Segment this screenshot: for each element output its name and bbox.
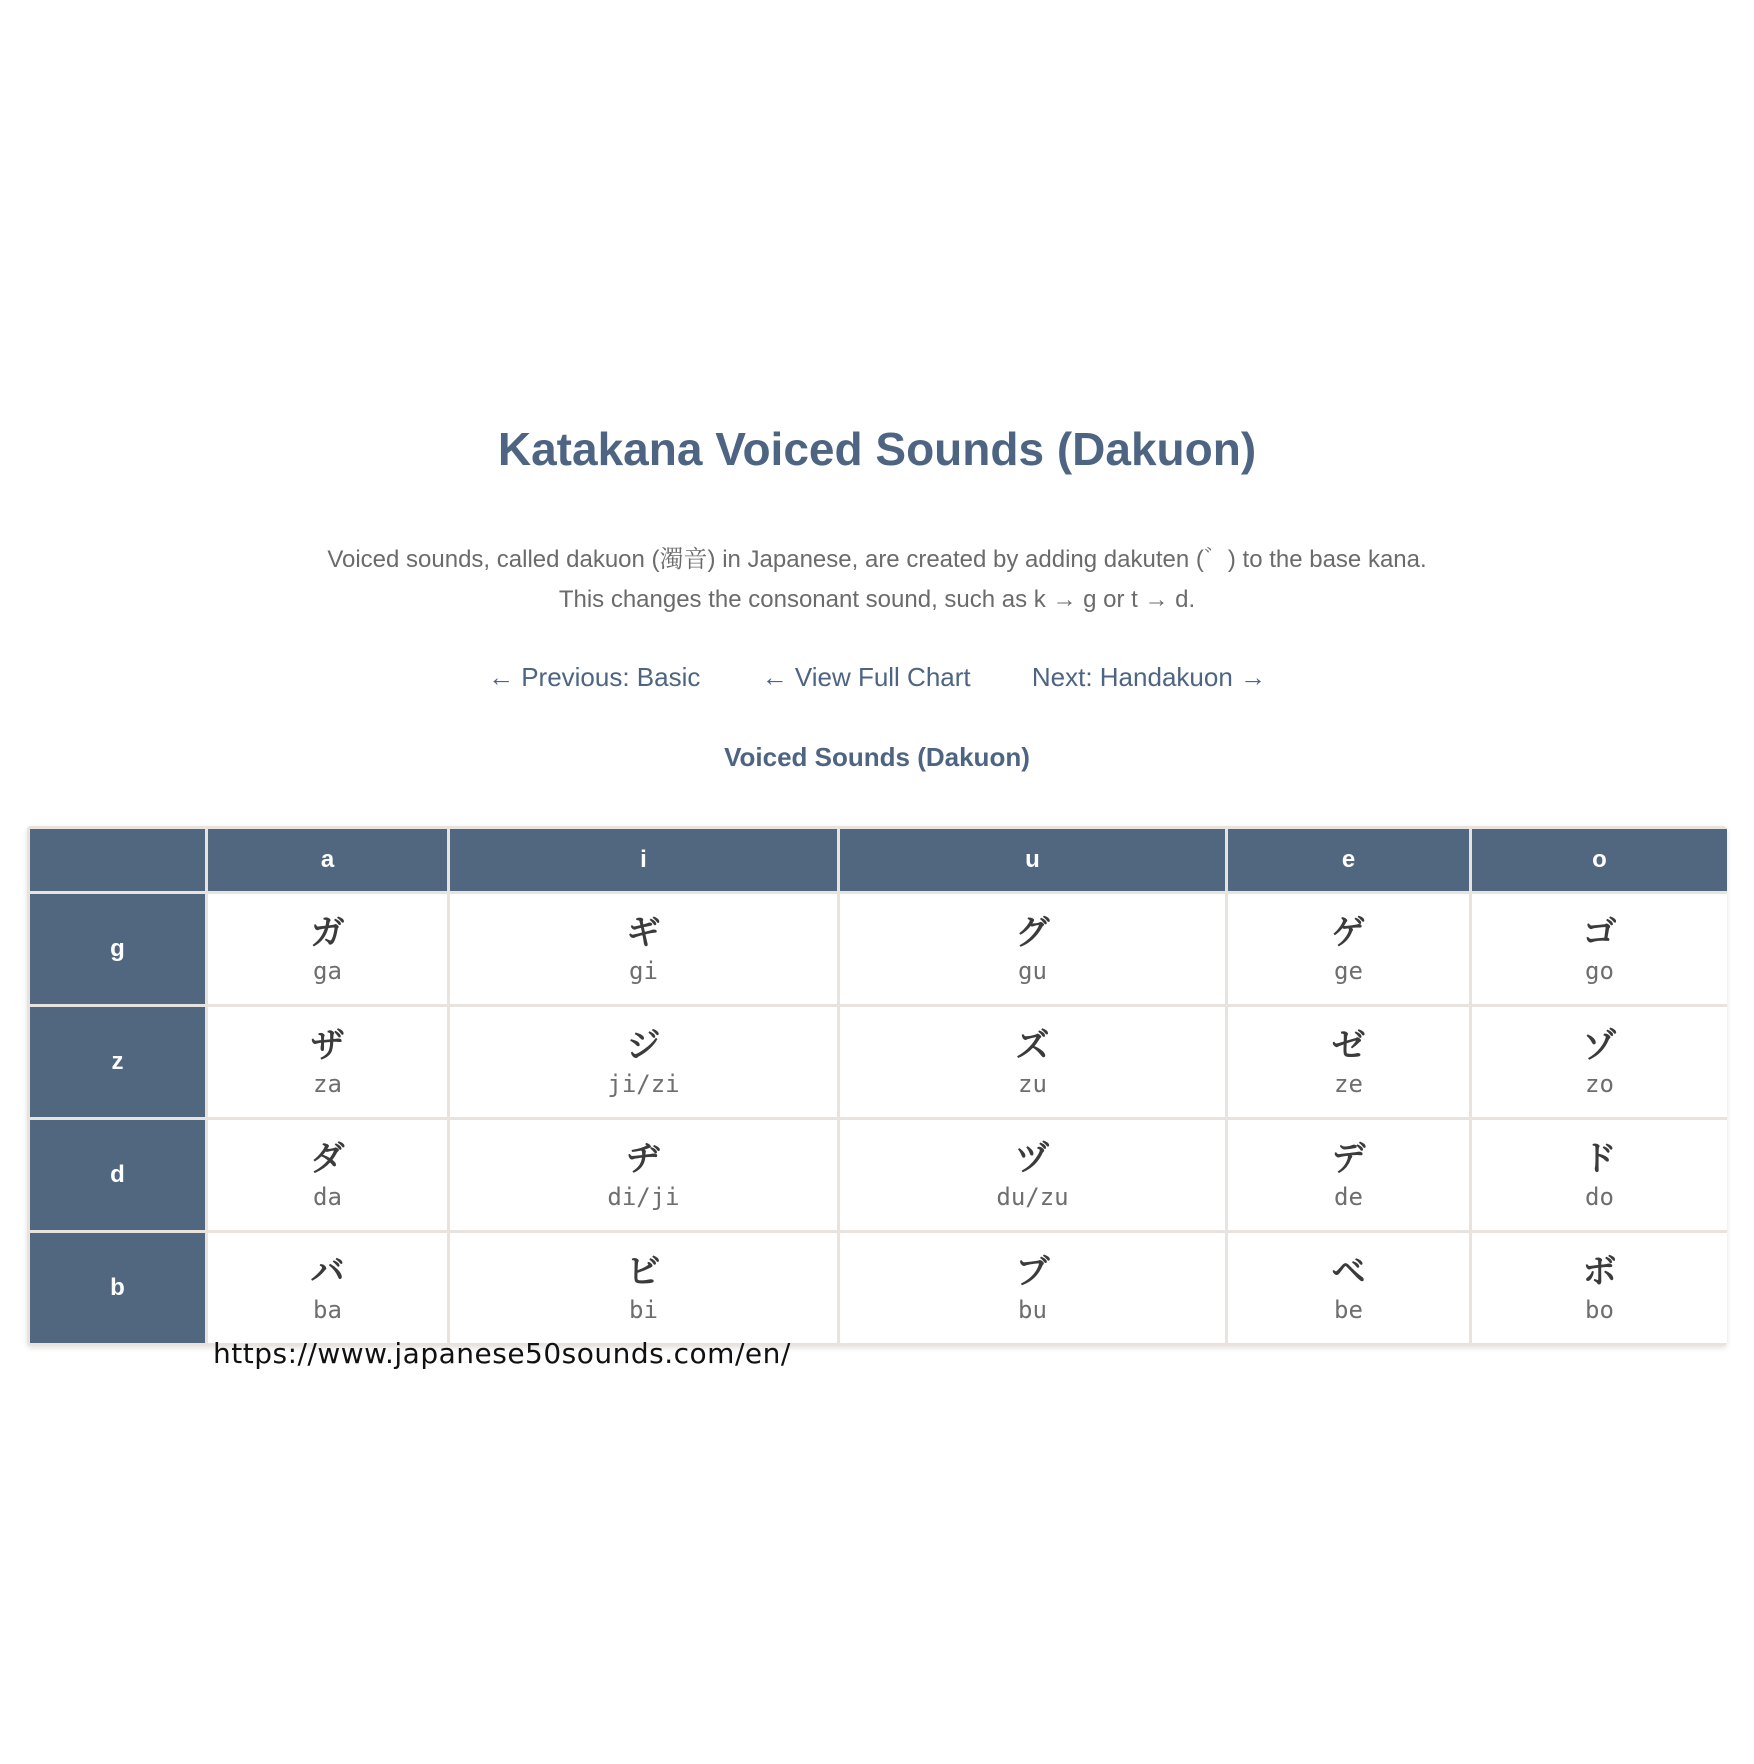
kana-table-container: [27, 826, 1727, 1346]
kana-character: ヅ: [1015, 1139, 1050, 1179]
kana-cell-gi: [449, 893, 839, 1006]
romaji-label: ba: [313, 1296, 342, 1324]
kana-cell-ji: [449, 1006, 839, 1119]
table-row-b: [29, 1232, 1728, 1345]
page-title: Katakana Voiced Sounds (Dakuon): [497, 423, 1257, 475]
column-header-o: o: [1471, 828, 1728, 893]
kana-cell-zo: [1471, 1006, 1728, 1119]
romaji-label: de: [1334, 1183, 1363, 1211]
kana-character: ゼ: [1331, 1026, 1366, 1066]
column-header-u: u: [839, 828, 1227, 893]
kana-character: ダ: [310, 1139, 345, 1179]
previous-basic-link[interactable]: ← Previous: Basic: [487, 662, 701, 692]
kana-character: ゴ: [1582, 913, 1617, 953]
kana-character: バ: [310, 1252, 345, 1292]
romaji-label: du/zu: [996, 1183, 1069, 1211]
column-header-i: i: [449, 828, 839, 893]
romaji-label: ge: [1334, 957, 1363, 985]
row-header-g: g: [29, 893, 207, 1006]
source-url-watermark: https://www.japanese50sounds.com/en/: [213, 1337, 791, 1370]
kana-character: ボ: [1582, 1252, 1617, 1292]
table-row-g: [29, 893, 1728, 1006]
kana-cell-gu: [839, 893, 1227, 1006]
row-header-d: d: [29, 1119, 207, 1232]
romaji-label: gi: [629, 957, 658, 985]
corner-header: [29, 828, 207, 893]
romaji-label: za: [313, 1070, 342, 1098]
table-header-row: [29, 828, 1728, 893]
kana-character: ベ: [1331, 1252, 1366, 1292]
romaji-label: zo: [1585, 1070, 1614, 1098]
romaji-label: do: [1585, 1183, 1614, 1211]
romaji-label: be: [1334, 1296, 1363, 1324]
kana-character: ヂ: [626, 1139, 661, 1179]
kana-cell-bo: [1471, 1232, 1728, 1345]
kana-cell-bi: [449, 1232, 839, 1345]
romaji-label: zu: [1018, 1070, 1047, 1098]
kana-character: ビ: [626, 1252, 661, 1292]
kana-cell-ze: [1227, 1006, 1471, 1119]
kana-character: ゾ: [1582, 1026, 1617, 1066]
romaji-label: go: [1585, 957, 1614, 985]
page-navigation: [0, 662, 1754, 693]
kana-cell-da: [207, 1119, 449, 1232]
kana-character: デ: [1331, 1139, 1366, 1179]
romaji-label: gu: [1018, 957, 1047, 985]
next-handakuon-link[interactable]: Next: Handakuon →: [1031, 662, 1267, 692]
kana-cell-ba: [207, 1232, 449, 1345]
section-title: Voiced Sounds (Dakuon): [724, 742, 1030, 772]
view-full-chart-link[interactable]: ← View Full Chart: [761, 662, 971, 692]
romaji-label: ga: [313, 957, 342, 985]
romaji-label: bu: [1018, 1296, 1047, 1324]
kana-character: ゲ: [1331, 913, 1366, 953]
kana-cell-du: [839, 1119, 1227, 1232]
kana-cell-de: [1227, 1119, 1471, 1232]
romaji-label: bo: [1585, 1296, 1614, 1324]
kana-cell-di: [449, 1119, 839, 1232]
romaji-label: ji/zi: [607, 1070, 680, 1098]
row-header-b: b: [29, 1232, 207, 1345]
description-line-1: Voiced sounds, called dakuon (濁音) in Japanese, are created by adding dakuten (゛) to the base kana.: [327, 546, 1427, 573]
kana-cell-za: [207, 1006, 449, 1119]
kana-character: ズ: [1015, 1026, 1050, 1066]
kana-cell-ga: [207, 893, 449, 1006]
column-header-e: e: [1227, 828, 1471, 893]
kana-cell-go: [1471, 893, 1728, 1006]
kana-character: ザ: [310, 1026, 345, 1066]
kana-character: ブ: [1015, 1252, 1050, 1292]
kana-character: グ: [1015, 913, 1050, 953]
romaji-label: bi: [629, 1296, 658, 1324]
kana-cell-ge: [1227, 893, 1471, 1006]
romaji-label: ze: [1334, 1070, 1363, 1098]
dakuon-table: [27, 826, 1727, 1346]
kana-character: ジ: [626, 1026, 661, 1066]
romaji-label: di/ji: [607, 1183, 680, 1211]
kana-cell-bu: [839, 1232, 1227, 1345]
kana-cell-be: [1227, 1232, 1471, 1345]
description-line-2: This changes the consonant sound, such as k → g or t → d.: [558, 586, 1196, 613]
kana-character: ギ: [626, 913, 661, 953]
description: [0, 540, 1754, 620]
table-row-d: [29, 1119, 1728, 1232]
table-row-z: [29, 1006, 1728, 1119]
kana-cell-do: [1471, 1119, 1728, 1232]
romaji-label: da: [313, 1183, 342, 1211]
kana-cell-zu: [839, 1006, 1227, 1119]
column-header-a: a: [207, 828, 449, 893]
row-header-z: z: [29, 1006, 207, 1119]
kana-character: ド: [1582, 1139, 1617, 1179]
kana-character: ガ: [310, 913, 345, 953]
